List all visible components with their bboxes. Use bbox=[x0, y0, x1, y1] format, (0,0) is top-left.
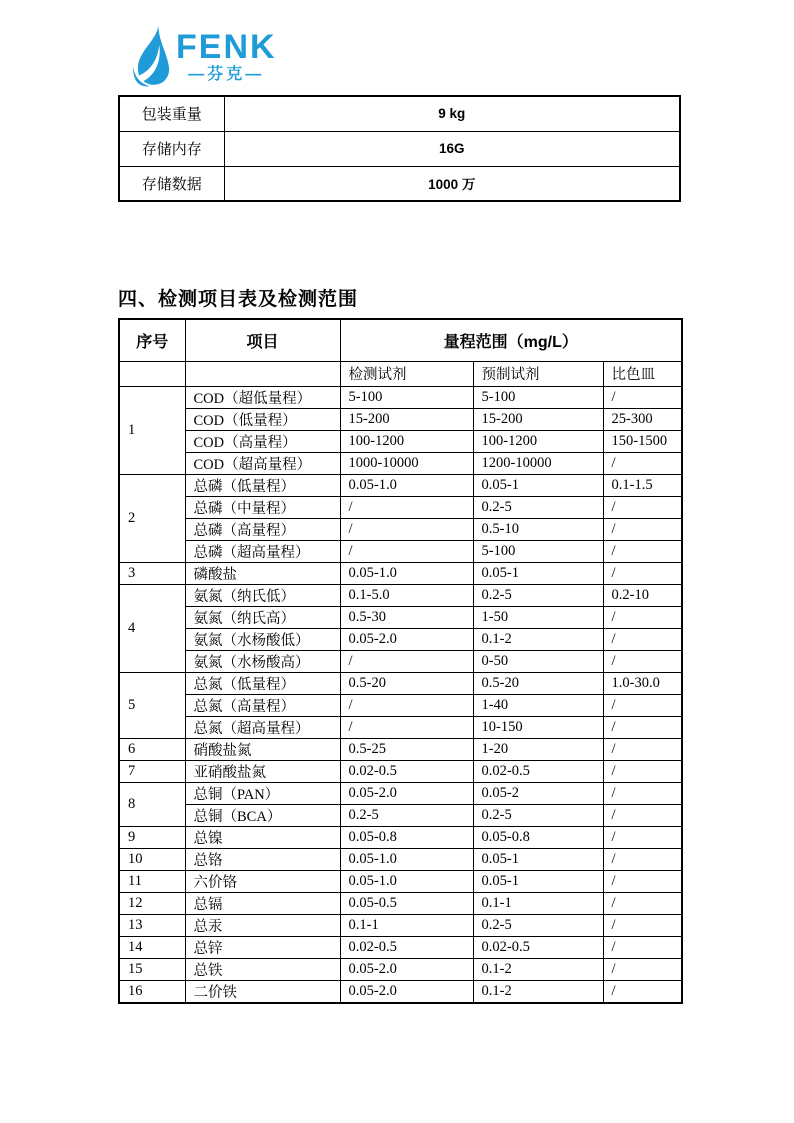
premade-range-cell: 0.05-1 bbox=[473, 870, 603, 892]
reagent-range-cell: 0.05-2.0 bbox=[340, 628, 473, 650]
subheader-empty bbox=[185, 361, 340, 386]
brand-name-chinese: —芬克— bbox=[188, 65, 265, 83]
index-cell: 16 bbox=[119, 980, 185, 1003]
table-row bbox=[119, 166, 680, 201]
premade-range-cell: 1-50 bbox=[473, 606, 603, 628]
item-cell: 总锌 bbox=[185, 936, 340, 958]
reagent-range-cell: / bbox=[340, 540, 473, 562]
item-cell: 六价铬 bbox=[185, 870, 340, 892]
premade-range-cell: 0.1-2 bbox=[473, 980, 603, 1003]
item-cell: 氨氮（水杨酸高） bbox=[185, 650, 340, 672]
cuvette-range-cell: 0.2-10 bbox=[603, 584, 682, 606]
table-row bbox=[119, 386, 682, 408]
cuvette-range-cell: 1.0-30.0 bbox=[603, 672, 682, 694]
reagent-range-cell: 0.05-2.0 bbox=[340, 782, 473, 804]
cuvette-range-cell: / bbox=[603, 958, 682, 980]
cuvette-range-cell: 25-300 bbox=[603, 408, 682, 430]
premade-range-cell: 0.2-5 bbox=[473, 584, 603, 606]
premade-range-cell: 15-200 bbox=[473, 408, 603, 430]
reagent-range-cell: / bbox=[340, 716, 473, 738]
cuvette-range-cell: / bbox=[603, 914, 682, 936]
item-cell: 磷酸盐 bbox=[185, 562, 340, 584]
index-cell: 8 bbox=[119, 782, 185, 826]
table-row bbox=[119, 980, 682, 1003]
index-cell: 10 bbox=[119, 848, 185, 870]
table-row bbox=[119, 540, 682, 562]
cuvette-range-cell: / bbox=[603, 870, 682, 892]
table-row bbox=[119, 782, 682, 804]
table-row bbox=[119, 474, 682, 496]
table-row bbox=[119, 738, 682, 760]
cuvette-range-cell: / bbox=[603, 628, 682, 650]
table-row bbox=[119, 958, 682, 980]
table-row bbox=[119, 848, 682, 870]
index-cell: 15 bbox=[119, 958, 185, 980]
index-cell: 3 bbox=[119, 562, 185, 584]
item-cell: 总铬 bbox=[185, 848, 340, 870]
table-row bbox=[119, 716, 682, 738]
item-cell: 总磷（高量程） bbox=[185, 518, 340, 540]
index-cell: 12 bbox=[119, 892, 185, 914]
reagent-range-cell: 0.05-1.0 bbox=[340, 848, 473, 870]
cuvette-range-cell: / bbox=[603, 496, 682, 518]
table-row bbox=[119, 562, 682, 584]
cuvette-range-cell: / bbox=[603, 980, 682, 1003]
spec-label-cell: 存储数据 bbox=[119, 166, 224, 201]
spec-table bbox=[118, 95, 681, 202]
table-row bbox=[119, 870, 682, 892]
cuvette-range-cell: 0.1-1.5 bbox=[603, 474, 682, 496]
table-row bbox=[119, 694, 682, 716]
item-cell: 总铁 bbox=[185, 958, 340, 980]
cuvette-range-cell: / bbox=[603, 826, 682, 848]
premade-range-cell: 0.1-2 bbox=[473, 958, 603, 980]
item-cell: COD（高量程） bbox=[185, 430, 340, 452]
table-row bbox=[119, 826, 682, 848]
cuvette-range-cell: / bbox=[603, 760, 682, 782]
table-row bbox=[119, 606, 682, 628]
item-cell: 总氮（高量程） bbox=[185, 694, 340, 716]
index-cell: 7 bbox=[119, 760, 185, 782]
reagent-range-cell: / bbox=[340, 650, 473, 672]
cuvette-range-cell: / bbox=[603, 848, 682, 870]
index-cell: 2 bbox=[119, 474, 185, 562]
cuvette-range-cell: / bbox=[603, 518, 682, 540]
reagent-range-cell: 0.1-5.0 bbox=[340, 584, 473, 606]
premade-range-cell: 0.1-2 bbox=[473, 628, 603, 650]
reagent-range-cell: 0.1-1 bbox=[340, 914, 473, 936]
index-cell: 11 bbox=[119, 870, 185, 892]
cuvette-range-cell: / bbox=[603, 738, 682, 760]
subheader-reagent: 检测试剂 bbox=[340, 361, 473, 386]
subheader-cuvette: 比色皿 bbox=[603, 361, 682, 386]
index-cell: 1 bbox=[119, 386, 185, 474]
index-cell: 6 bbox=[119, 738, 185, 760]
spec-value-cell: 16G bbox=[224, 131, 680, 166]
item-cell: 总镍 bbox=[185, 826, 340, 848]
item-cell: 总铜（BCA） bbox=[185, 804, 340, 826]
premade-range-cell: 0.05-2 bbox=[473, 782, 603, 804]
brand-name: FENK bbox=[176, 27, 277, 66]
table-row bbox=[119, 452, 682, 474]
reagent-range-cell: 0.05-0.5 bbox=[340, 892, 473, 914]
table-row bbox=[119, 131, 680, 166]
detection-table-header-row bbox=[119, 319, 682, 361]
cuvette-range-cell: / bbox=[603, 606, 682, 628]
item-cell: 氨氮（纳氏高） bbox=[185, 606, 340, 628]
spec-label-cell: 存储内存 bbox=[119, 131, 224, 166]
table-row bbox=[119, 914, 682, 936]
premade-range-cell: 0.5-20 bbox=[473, 672, 603, 694]
table-row bbox=[119, 584, 682, 606]
table-row bbox=[119, 628, 682, 650]
premade-range-cell: 0-50 bbox=[473, 650, 603, 672]
spec-label-cell: 包装重量 bbox=[119, 96, 224, 131]
premade-range-cell: 0.05-1 bbox=[473, 474, 603, 496]
table-row bbox=[119, 430, 682, 452]
premade-range-cell: 0.02-0.5 bbox=[473, 936, 603, 958]
spec-value-cell: 1000 万 bbox=[224, 166, 680, 201]
reagent-range-cell: 0.05-2.0 bbox=[340, 958, 473, 980]
reagent-range-cell: 100-1200 bbox=[340, 430, 473, 452]
table-row bbox=[119, 650, 682, 672]
reagent-range-cell: 0.05-1.0 bbox=[340, 562, 473, 584]
cuvette-range-cell: / bbox=[603, 716, 682, 738]
table-row bbox=[119, 96, 680, 131]
premade-range-cell: 0.05-1 bbox=[473, 848, 603, 870]
cuvette-range-cell: / bbox=[603, 936, 682, 958]
item-cell: 总氮（低量程） bbox=[185, 672, 340, 694]
item-cell: 二价铁 bbox=[185, 980, 340, 1003]
reagent-range-cell: 0.02-0.5 bbox=[340, 760, 473, 782]
cuvette-range-cell: / bbox=[603, 562, 682, 584]
reagent-range-cell: / bbox=[340, 694, 473, 716]
item-cell: 硝酸盐氮 bbox=[185, 738, 340, 760]
header-index: 序号 bbox=[119, 319, 185, 361]
item-cell: 总磷（超高量程） bbox=[185, 540, 340, 562]
premade-range-cell: 0.02-0.5 bbox=[473, 760, 603, 782]
premade-range-cell: 0.2-5 bbox=[473, 496, 603, 518]
table-row bbox=[119, 518, 682, 540]
subheader-empty bbox=[119, 361, 185, 386]
item-cell: 总磷（中量程） bbox=[185, 496, 340, 518]
premade-range-cell: 5-100 bbox=[473, 540, 603, 562]
premade-range-cell: 0.5-10 bbox=[473, 518, 603, 540]
cuvette-range-cell: / bbox=[603, 650, 682, 672]
water-drop-icon bbox=[128, 24, 174, 88]
index-cell: 13 bbox=[119, 914, 185, 936]
item-cell: 亚硝酸盐氮 bbox=[185, 760, 340, 782]
premade-range-cell: 1200-10000 bbox=[473, 452, 603, 474]
index-cell: 4 bbox=[119, 584, 185, 672]
subheader-premade: 预制试剂 bbox=[473, 361, 603, 386]
reagent-range-cell: / bbox=[340, 518, 473, 540]
cuvette-range-cell: 150-1500 bbox=[603, 430, 682, 452]
section-heading: 四、检测项目表及检测范围 bbox=[118, 289, 359, 310]
premade-range-cell: 1-20 bbox=[473, 738, 603, 760]
cuvette-range-cell: / bbox=[603, 804, 682, 826]
index-cell: 9 bbox=[119, 826, 185, 848]
cuvette-range-cell: / bbox=[603, 386, 682, 408]
index-cell: 5 bbox=[119, 672, 185, 738]
reagent-range-cell: 0.02-0.5 bbox=[340, 936, 473, 958]
table-row bbox=[119, 936, 682, 958]
table-row bbox=[119, 804, 682, 826]
reagent-range-cell: 5-100 bbox=[340, 386, 473, 408]
brand-logo bbox=[128, 24, 277, 88]
reagent-range-cell: 1000-10000 bbox=[340, 452, 473, 474]
table-row bbox=[119, 496, 682, 518]
item-cell: COD（低量程） bbox=[185, 408, 340, 430]
index-cell: 14 bbox=[119, 936, 185, 958]
spec-value-cell: 9 kg bbox=[224, 96, 680, 131]
reagent-range-cell: 0.5-20 bbox=[340, 672, 473, 694]
reagent-range-cell: 15-200 bbox=[340, 408, 473, 430]
premade-range-cell: 5-100 bbox=[473, 386, 603, 408]
item-cell: 总氮（超高量程） bbox=[185, 716, 340, 738]
reagent-range-cell: 0.05-1.0 bbox=[340, 474, 473, 496]
detection-table bbox=[118, 318, 683, 1004]
premade-range-cell: 0.2-5 bbox=[473, 914, 603, 936]
reagent-range-cell: 0.2-5 bbox=[340, 804, 473, 826]
reagent-range-cell: 0.05-2.0 bbox=[340, 980, 473, 1003]
premade-range-cell: 0.05-0.8 bbox=[473, 826, 603, 848]
premade-range-cell: 100-1200 bbox=[473, 430, 603, 452]
premade-range-cell: 0.2-5 bbox=[473, 804, 603, 826]
reagent-range-cell: 0.05-1.0 bbox=[340, 870, 473, 892]
item-cell: COD（超高量程） bbox=[185, 452, 340, 474]
item-cell: 氨氮（纳氏低） bbox=[185, 584, 340, 606]
detection-table-subheader-row bbox=[119, 361, 682, 386]
table-row bbox=[119, 892, 682, 914]
table-row bbox=[119, 760, 682, 782]
premade-range-cell: 10-150 bbox=[473, 716, 603, 738]
cuvette-range-cell: / bbox=[603, 782, 682, 804]
cuvette-range-cell: / bbox=[603, 540, 682, 562]
premade-range-cell: 1-40 bbox=[473, 694, 603, 716]
table-row bbox=[119, 672, 682, 694]
reagent-range-cell: 0.05-0.8 bbox=[340, 826, 473, 848]
header-item: 项目 bbox=[185, 319, 340, 361]
item-cell: 总汞 bbox=[185, 914, 340, 936]
cuvette-range-cell: / bbox=[603, 694, 682, 716]
item-cell: 总铜（PAN） bbox=[185, 782, 340, 804]
premade-range-cell: 0.1-1 bbox=[473, 892, 603, 914]
item-cell: COD（超低量程） bbox=[185, 386, 340, 408]
table-row bbox=[119, 408, 682, 430]
reagent-range-cell: 0.5-30 bbox=[340, 606, 473, 628]
item-cell: 总镉 bbox=[185, 892, 340, 914]
reagent-range-cell: / bbox=[340, 496, 473, 518]
item-cell: 总磷（低量程） bbox=[185, 474, 340, 496]
header-range: 量程范围（mg/L） bbox=[340, 319, 682, 361]
premade-range-cell: 0.05-1 bbox=[473, 562, 603, 584]
item-cell: 氨氮（水杨酸低） bbox=[185, 628, 340, 650]
cuvette-range-cell: / bbox=[603, 452, 682, 474]
cuvette-range-cell: / bbox=[603, 892, 682, 914]
reagent-range-cell: 0.5-25 bbox=[340, 738, 473, 760]
